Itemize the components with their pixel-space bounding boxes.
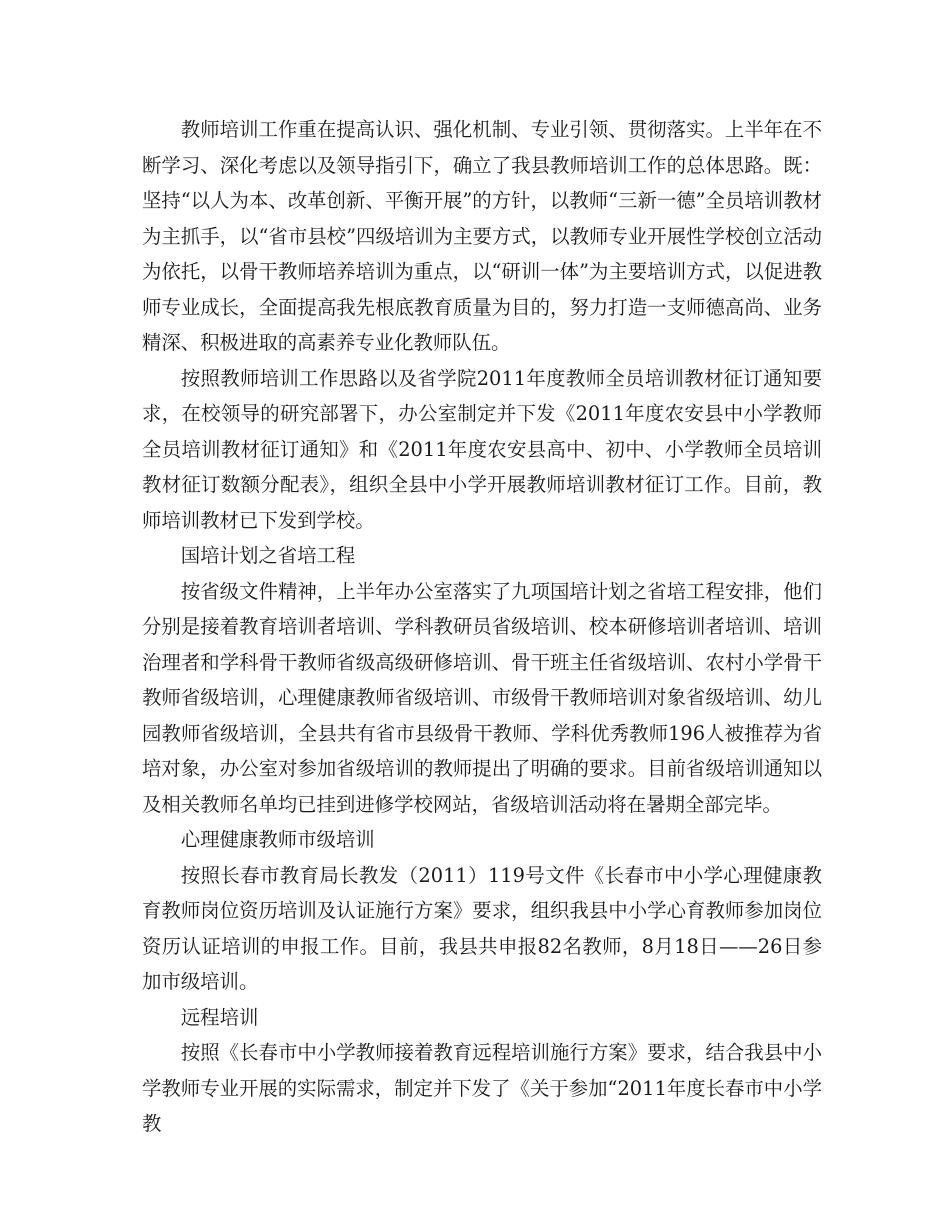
paragraph-mental-health-training: 按照长春市教育局长教发（2011）119号文件《长春市中小学心理健康教育教师岗位资历培训及认证施行方案》要求，组织我县中小学心育教师参加岗位资历认证培训的申报工作。目前，我县共申报82名教师，8月18日——26日参加市级培训。	[142, 863, 822, 993]
paragraph-provincial-training: 按省级文件精神，上半年办公室落实了九项国培计划之省培工程安排，他们分别是接着教育培训者培训、学科教研员省级培训、校本研修培训者培训、培训治理者和学科骨干教师省级高级研修培训、骨干班主任省级培训、农村小学骨干教师省级培训，心理健康教师省级培训、市级骨干教师培训对象省级培训、幼儿园教师省级培训，全县共有省市县级骨干教师、学科优秀教师196人被推荐为省培对象，办公室对参加省级培训的教师提出了明确的要求。目前省级培训通知以及相关教师名单均已挂到进修学校网站，省级培训活动将在暑期全部完毕。	[142, 579, 822, 816]
document-body	[142, 112, 822, 1142]
section-heading-remote-training: 远程培训	[180, 1005, 259, 1029]
paragraph-materials-ordering: 按照教师培训工作思路以及省学院2011年度教师全员培训教材征订通知要求，在校领导的研究部署下，办公室制定并下发《2011年度农安县中小学教师全员培训教材征订通知》和《2011年度农安县高中、初中、小学教师全员培训教材征订数额分配表》，组织全县中小学开展教师培训教材征订工作。目前，教师培训教材已下发到学校。	[142, 366, 822, 532]
paragraph-training-approach: 教师培训工作重在提高认识、强化机制、专业引领、贯彻落实。上半年在不断学习、深化考虑以及领导指引下，确立了我县教师培训工作的总体思路。既：坚持“以人为本、改革创新、平衡开展”的方针，以教师“三新一德”全员培训教材为主抓手，以“省市县校”四级培训为主要方式，以教师专业开展性学校创立活动为依托，以骨干教师培养培训为重点，以“研训一体”为主要培训方式，以促进教师专业成长，全面提高我先根底教育质量为目的，努力打造一支师德高尚、业务精深、积极进取的高素养专业化教师队伍。	[142, 118, 822, 354]
paragraph-remote-training: 按照《长春市中小学教师接着教育远程培训施行方案》要求，结合我县中小学教师专业开展的实际需求，制定并下发了《关于参加“2011年度长春市中小学教	[142, 1041, 822, 1135]
section-heading-provincial-training: 国培计划之省培工程	[180, 544, 356, 567]
section-heading-mental-health-training: 心理健康教师市级培训	[180, 828, 375, 851]
